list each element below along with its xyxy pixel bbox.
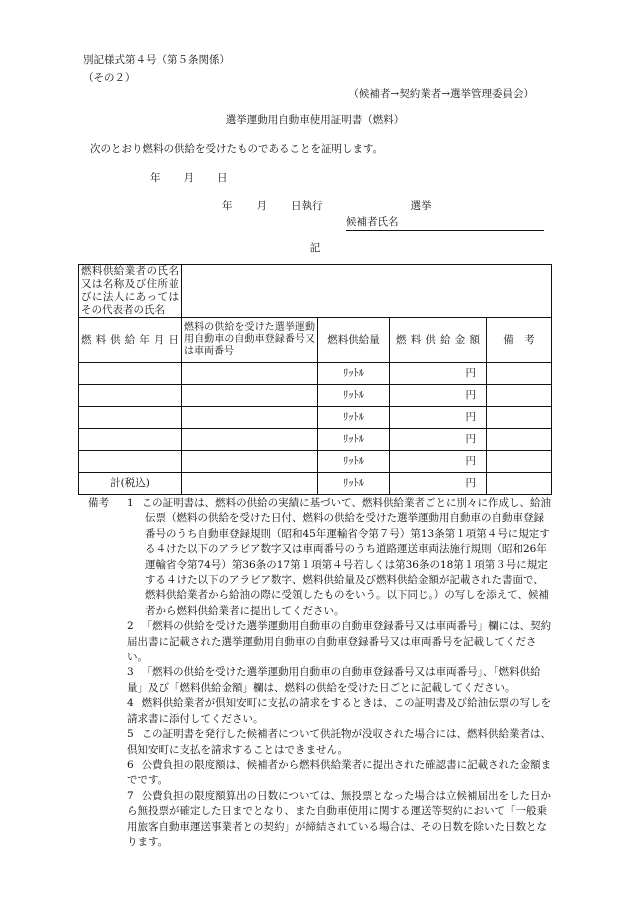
- vehicle-cell[interactable]: [182, 451, 318, 473]
- vehicle-cell[interactable]: [182, 429, 318, 451]
- notes-label: 備考: [88, 497, 109, 509]
- year-label: 年: [150, 172, 162, 184]
- month-label: 月: [183, 172, 195, 184]
- total-row: [79, 473, 552, 495]
- certify-date: [150, 170, 229, 185]
- date-cell[interactable]: [79, 385, 182, 407]
- note-item: [82, 789, 552, 851]
- supplier-field[interactable]: [182, 265, 552, 318]
- note-number: 5: [127, 728, 134, 741]
- date-cell[interactable]: [79, 407, 182, 429]
- note-item: [82, 727, 552, 758]
- note-text: この証明書は、燃料の供給の実績に基づいて、燃料供給業者ごとに別々に作成し、給油伝票（燃料の供給を受けた日付、燃料の供給を受けた選挙運動用自動車の自動車登録番号のうち自動車登録規則（昭和45年運輸省令第７号）第13条第１項第４号に規定する４けた以下のアラビア数字又は車両番号のうち道路運送車両法施行規則（昭和26年運輸省令第74号）第36条の17第１項第４号若しくは第36条の18第１項第３号に規定する４けた以下のアラビア数字、燃料供給量及び燃料供給金額が記載された書面で、燃料供給業者から給油の際に受領したものをいう。以下同じ。）の写しを添えて、候補者から燃料供給業者に提出してください。: [141, 497, 551, 617]
- election-label: 選挙: [410, 200, 432, 212]
- liter-unit: ﾘｯﾄﾙ: [318, 473, 390, 495]
- header-price: 燃料供給金額: [390, 318, 487, 363]
- form-number: 別記様式第４号（第５条関係）: [83, 54, 230, 66]
- note-text: 公費負担の限度額は、候補者から燃料供給業者に提出された確認書に記載された金額までです。: [127, 758, 552, 787]
- note-item: [82, 496, 552, 619]
- header-vehicle: 燃料の供給を受けた選挙運動用自動車の自動車登録番号又は車両番号: [182, 318, 318, 363]
- note-text: 「燃料の供給を受けた選挙運動用自動車の自動車登録番号又は車両番号」欄には、契約届出書に記載された選挙運動用自動車の自動車登録番号又は車両番号を記載してください。: [127, 620, 552, 664]
- yen-unit: 円: [390, 451, 487, 473]
- total-label: 計(税込): [79, 473, 182, 495]
- date-cell[interactable]: [79, 451, 182, 473]
- date-cell[interactable]: [79, 363, 182, 385]
- ki-heading: 記: [309, 242, 321, 254]
- date-cell[interactable]: [79, 429, 182, 451]
- note-number: 6: [127, 758, 134, 771]
- note-number: 7: [127, 789, 134, 802]
- header-remarks: 備 考: [487, 318, 552, 363]
- note-text: 「燃料の供給を受けた選挙運動用自動車の自動車登録番号又は車両番号」、「燃料供給量」及び「燃料供給金額」欄は、燃料の供給を受けた日ごとに記載してください。: [127, 666, 541, 694]
- form-subnumber: （その２）: [83, 72, 136, 84]
- election-year-label: 年: [222, 200, 233, 212]
- note-number: 3: [127, 666, 134, 679]
- total-remarks-cell[interactable]: [487, 473, 552, 495]
- header-amount: 燃料供給量: [318, 318, 390, 363]
- table-row: [79, 385, 552, 407]
- intro-text: 次のとおり燃料の供給を受けたものであることを証明します。: [90, 143, 384, 155]
- document-title: 選挙運動用自動車使用証明書（燃料）: [225, 114, 405, 126]
- supplier-label: 燃料供給業者の氏名又は名称及び住所並びに法人にあってはその代表者の氏名: [79, 265, 182, 318]
- vehicle-cell[interactable]: [182, 407, 318, 429]
- yen-unit: 円: [390, 363, 487, 385]
- table-row: [79, 429, 552, 451]
- note-item: [82, 758, 552, 789]
- vehicle-cell[interactable]: [182, 363, 318, 385]
- note-number: 4: [127, 697, 134, 710]
- liter-unit: ﾘｯﾄﾙ: [318, 451, 390, 473]
- liter-unit: ﾘｯﾄﾙ: [318, 429, 390, 451]
- yen-unit: 円: [390, 385, 487, 407]
- election-date: [222, 198, 432, 213]
- day-label: 日: [217, 172, 229, 184]
- candidate-name-label: 候補者氏名: [346, 216, 399, 228]
- vehicle-cell[interactable]: [182, 385, 318, 407]
- note-text: この証明書を発行した候補者について供託物が没収された場合には、燃料供給業者は、倶知安町に支払を請求することはできません。: [127, 728, 551, 756]
- liter-unit: ﾘｯﾄﾙ: [318, 363, 390, 385]
- table-row: [79, 407, 552, 429]
- notes-section: [82, 496, 552, 850]
- note-item: [82, 696, 552, 727]
- remarks-cell[interactable]: [487, 407, 552, 429]
- election-month-label: 月: [256, 200, 267, 212]
- header-date: 燃料供給年月日: [79, 318, 182, 363]
- submission-flow: （候補者→契約業者→選挙管理委員会）: [348, 88, 534, 100]
- table-row: [79, 363, 552, 385]
- yen-unit: 円: [390, 473, 487, 495]
- total-vehicle-cell: [182, 473, 318, 495]
- remarks-cell[interactable]: [487, 429, 552, 451]
- liter-unit: ﾘｯﾄﾙ: [318, 385, 390, 407]
- table-row: [79, 451, 552, 473]
- note-item: [82, 665, 552, 696]
- candidate-name-field[interactable]: [346, 214, 544, 231]
- note-text: 公費負担の限度額算出の日数については、無投票となった場合は立候補届出をした日から無投票が確定した日までとなり、また自動車使用に関する運送等契約において「一般乗用旅客自動車運送事業者との契約」が締結されている場合は、その日数を除いた日数となります。: [127, 789, 551, 848]
- note-text: 燃料供給業者が倶知安町に支払の請求をするときは、この証明書及び給油伝票の写しを請求書に添付してください。: [127, 697, 552, 725]
- yen-unit: 円: [390, 429, 487, 451]
- note-number: 2: [127, 620, 134, 633]
- liter-unit: ﾘｯﾄﾙ: [318, 407, 390, 429]
- election-day-label: 日執行: [291, 200, 323, 212]
- fuel-table: [78, 264, 552, 495]
- remarks-cell[interactable]: [487, 385, 552, 407]
- note-item: [82, 619, 552, 665]
- note-number: 1: [127, 497, 134, 509]
- remarks-cell[interactable]: [487, 451, 552, 473]
- yen-unit: 円: [390, 407, 487, 429]
- remarks-cell[interactable]: [487, 363, 552, 385]
